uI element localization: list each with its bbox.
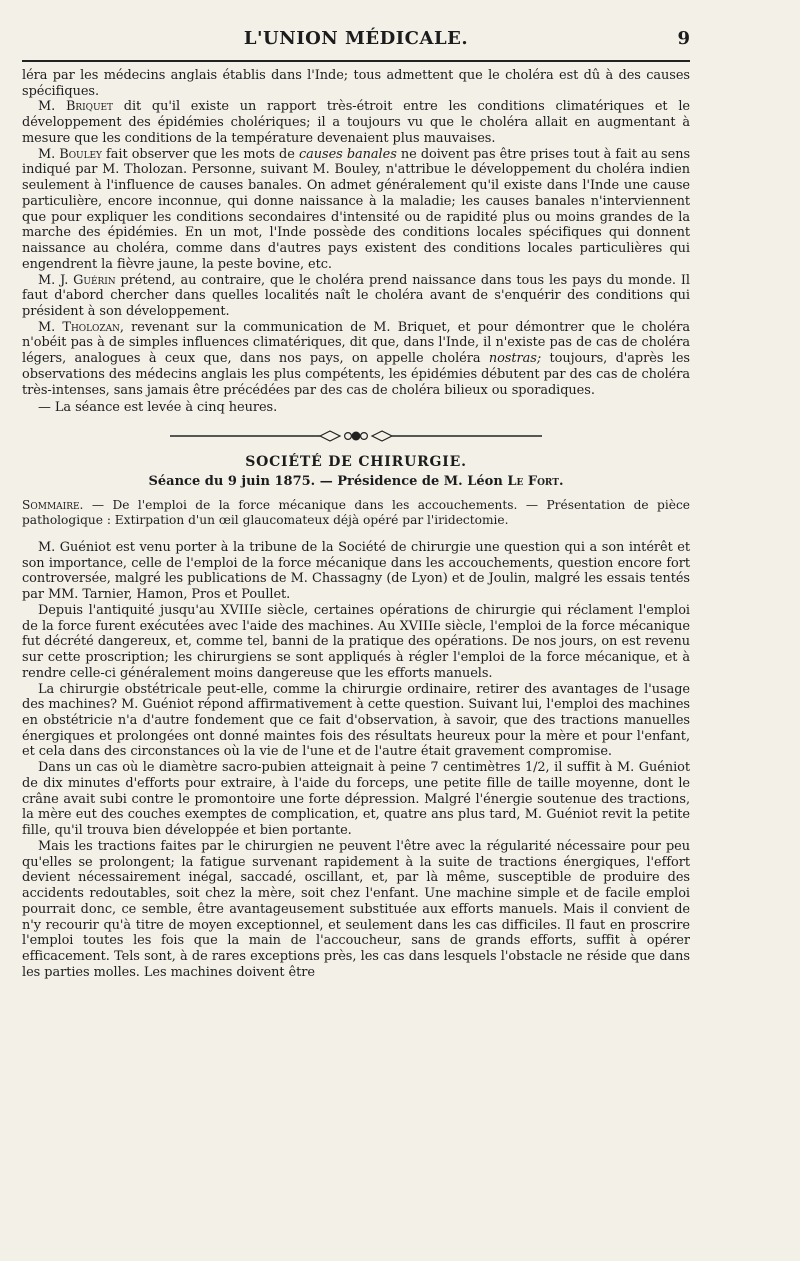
paragraph-briquet: [22, 99, 690, 146]
paragraph-tholozan: [22, 320, 690, 399]
academy-discussion: [22, 68, 690, 416]
paragraph-bouley: [22, 147, 690, 273]
speaker-name: M. Bouley: [38, 146, 102, 162]
paragraph-text: dit qu'il existe un rapport très-étroit entre les conditions climatériques et le développement des épidémies cholériques; il a toujours vu que le choléra allait en augmentant à mesure que les conditions de la température devenaient plus mauvaises.: [22, 99, 690, 146]
session-closing: — La séance est levée à cinq heures.: [38, 400, 278, 416]
session-line: [22, 474, 690, 489]
paragraph: Depuis l'antiquité jusqu'au XVIIIe siècle, certaines opérations de chirurgie qui réclament l'emploi de la force furent exécutées avec l'aide des machines. Au XVIIIe siècle, l'emploi de la force mécanique fut décrété dangereux, et, comme tel, banni de la pratique des opérations. De nos jours, on est revenu sur cette proscription; les chirurgiens se sont appliqués à régler l'emploi de la force mécanique, et à rendre celle-ci généralement moins dangereuse que les efforts manuels.: [22, 602, 690, 681]
session-prefix: Séance du 9 juin 1875. — Présidence de M. Léon: [148, 474, 508, 490]
paragraph-text: toujours, d'après les observations des médecins anglais les plus compétents, les épidémies débutent par des cas de choléra très-intenses, sans jamais être précédées par des cas de choléra bilieux ou sporadiques.: [22, 351, 690, 398]
paragraph-continuation: léra par les médecins anglais établis dans l'Inde; tous admettent que le choléra est dû à des causes spécifiques.: [22, 68, 690, 99]
emphasis-text: nostras;: [488, 351, 542, 367]
surgery-report: [22, 540, 690, 981]
paragraph-text: fait observer que les mots de: [101, 146, 299, 162]
paragraph: Mais les tractions faites par le chirurgien ne peuvent l'être avec la régularité nécessaire pour peu qu'elles se prolongent; la fatigue survenant rapidement à la suite de tractions énergiques, l'effort devient nécessairement inégal, saccadé, oscillant, et, par là même, susceptible de produire des accidents redoutables, soit chez la mère, soit chez l'enfant. Une machine simple et de facile emploi pourrait donc, ce semble, être avantageusement substituée aux efforts manuels. Mais il convient de n'y recourir qu'à titre de moyen exceptionnel, et seulement dans les cas difficiles. Il faut en proscrire l'emploi toutes les fois que la main de l'accoucheur, sans de grands efforts, suffit à opérer efficacement. Tels sont, à de rares exceptions près, les cas dans lesquels l'obstacle ne réside que dans les parties molles. Les machines doivent être: [22, 838, 690, 980]
paragraph-text: , revenant sur la communication de M. Briquet, et pour démontrer que le choléra n'obéit pas à de simples influences climatériques, dit que, dans l'Inde, il n'existe pas de cas de choléra légers, analogues à ceux que, dans nos pays, on appelle choléra: [22, 319, 690, 367]
section-divider-ornament: [170, 428, 542, 444]
section-title: SOCIÉTÉ DE CHIRURGIE.: [245, 454, 467, 471]
emphasis-text: causes banales: [298, 146, 397, 162]
summary-text: — De l'emploi de la force mécanique dans les accouchements. — Présentation de pièce pathologique : Extirpation d'un œil glaucomateux déjà opéré par l'iridectomie.: [22, 498, 690, 528]
session-summary: [22, 498, 690, 528]
page-number: 9: [677, 28, 690, 49]
speaker-name: M. J. Guérin: [38, 272, 116, 288]
summary-label: Sommaire.: [22, 498, 84, 513]
running-head: L'UNION MÉDICALE.: [243, 28, 469, 49]
paragraph: La chirurgie obstétricale peut-elle, comme la chirurgie ordinaire, retirer des avantages de l'usage des machines? M. Guéniot répond affirmativement à cette question. Suivant lui, l'emploi des machines en obstétricie n'a d'autre fondement que ce fait d'observation, à savoir, que des tractions manuelles énergiques et prolongées ont donné maintes fois des résultats heureux pour la mère et pour l'enfant, et cela dans des circonstances où la vie de l'une et de l'autre était gravement compromise.: [22, 681, 690, 760]
paragraph-text: ne doivent pas être prises tout à fait au sens indiqué par M. Tholozan. Personne, suivant M. Bouley, n'attribue le développement du choléra indien seulement à l'influence de causes banales. On admet généralement qu'il existe dans l'Inde une cause particulière, encore inconnue, qui donne naissance à la maladie; les causes banales n'interviennent que pour expliquer les conditions secondaires d'intensité ou de rapidité plus ou moins grandes de la marche des épidémies. En un mot, l'Inde possède des conditions locales spécifiques qui donnent naissance au choléra, comme dans d'autres pays existent des conditions locales particulières qui engendrent la fièvre jaune, la peste bovine, etc.: [22, 146, 690, 272]
paragraph: Dans un cas où le diamètre sacro-pubien atteignait à peine 7 centimètres 1/2, il suffit à M. Guéniot de dix minutes d'efforts pour extraire, à l'aide du forceps, une petite fille de taille moyenne, dont le crâne avait subi contre le promontoire une forte dépression. Malgré l'énergie soutenue des tractions, la mère eut des couches exemptes de complication, et, quatre ans plus tard, M. Guéniot revit la petite fille, qu'il trouva bien développée et bien portante.: [22, 760, 690, 839]
speaker-name: M. Briquet: [38, 99, 113, 115]
paragraph-guerin: [22, 273, 690, 320]
paragraph: M. Guéniot est venu porter à la tribune de la Société de chirurgie une question qui a son intérêt et son importance, celle de l'emploi de la force mécanique dans les accouchements, question encore fort controversée, malgré les publications de M. Chassagny (de Lyon) et de Joulin, malgré les essais tentés par MM. Tarnier, Hamon, Pros et Poullet.: [22, 539, 690, 603]
paragraph-text: prétend, au contraire, que le choléra prend naissance dans tous les pays du monde. Il faut d'abord chercher dans quelles localités naît le choléra avant de s'enquérir des conditions qui président à son développement.: [22, 272, 690, 320]
journal-page: [22, 20, 690, 1245]
page-header: [22, 20, 690, 62]
speaker-name: M. Tholozan: [38, 319, 120, 335]
session-suffix: .: [558, 474, 564, 490]
president-name: Le Fort: [507, 474, 559, 490]
